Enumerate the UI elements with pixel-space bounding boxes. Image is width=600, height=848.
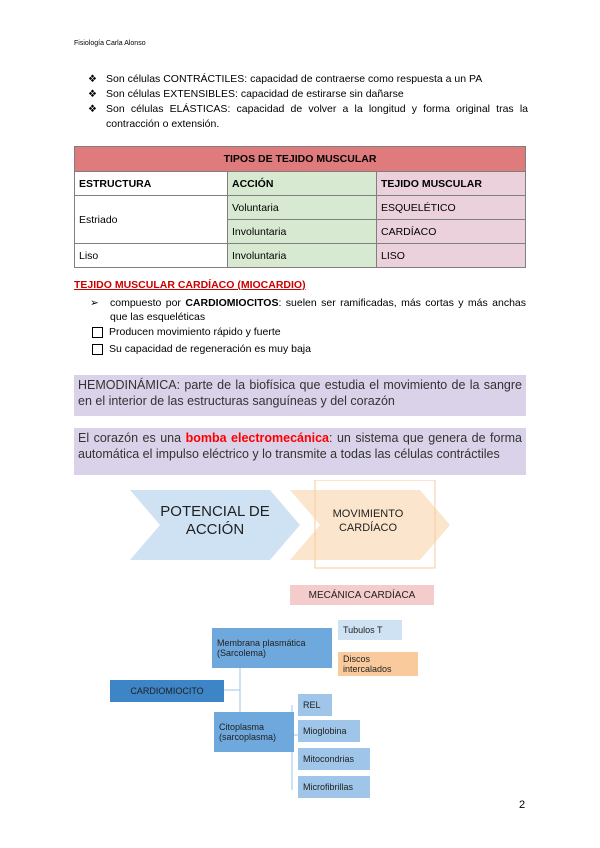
arrow-bullet-icon: ➢ (90, 297, 99, 309)
hemodinamica-text: HEMODINÁMICA: parte de la biofísica que estudia el movimiento de la sangre en el interior de las estructuras sanguíneas y del corazón (78, 378, 522, 408)
list-item (88, 72, 528, 87)
cell-accion: Involuntaria (228, 244, 377, 268)
header-accion: ACCIÓN (228, 172, 377, 196)
cell-accion: Involuntaria (228, 220, 377, 244)
mioglobina-node: Mioglobina (298, 720, 360, 742)
checkbox-icon (92, 344, 103, 355)
mecanica-cardiaca-node: MECÁNICA CARDÍACA (290, 585, 434, 605)
header-tejido: TEJIDO MUSCULAR (377, 172, 526, 196)
arrow-item-bold: CARDIOMIOCITOS (185, 297, 279, 309)
membrana-node: Membrana plasmática (Sarcolema) (212, 628, 332, 668)
arrow-item-post: : suelen ser ramificadas, más cortas y más anchas que las esqueléticas (110, 297, 527, 323)
rel-node: REL (298, 694, 332, 716)
checkbox-icon (92, 327, 103, 338)
checklist-item (92, 326, 281, 338)
hemodinamica-box (74, 375, 526, 416)
arrow-item-text (90, 296, 526, 324)
list-item (88, 102, 528, 132)
cell-estructura: Liso (75, 244, 228, 268)
step-movimiento-label: MOVIMIENTO CARDÍACO (332, 508, 404, 534)
checklist-item-text: Su capacidad de regeneración es muy baja (109, 343, 311, 355)
corazon-post: : un sistema que genera de forma automática el impulso eléctrico y lo transmite a todas las células contráctiles (78, 431, 522, 461)
cardiomiocito-node: CARDIOMIOCITO (110, 680, 224, 702)
corazon-box (74, 428, 526, 475)
running-header: Fisiología Carla Alonso (74, 40, 146, 47)
cell-tejido: LISO (377, 244, 526, 268)
muscle-types-table (74, 146, 526, 268)
list-item-text: Son células ELÁSTICAS: capacidad de volver a la longitud y forma original tras la contracción o extensión. (106, 103, 528, 130)
mitocondrias-node: Mitocondrias (298, 748, 370, 770)
arrow-list-item (90, 296, 526, 324)
table-header-row (75, 172, 526, 196)
corazon-pre: El corazón es una (78, 431, 186, 445)
diamond-bullet-icon: ❖ (88, 74, 97, 85)
table-row (75, 196, 526, 220)
diamond-bullet-icon: ❖ (88, 104, 97, 115)
tubulos-t-node: Tubulos T (338, 620, 402, 640)
cell-accion: Voluntaria (228, 196, 377, 220)
cell-tejido: CARDÍACO (377, 220, 526, 244)
checklist-item (92, 343, 311, 355)
header-estructura: ESTRUCTURA (75, 172, 228, 196)
cell-estructura: Estriado (75, 196, 228, 244)
cell-tejido: ESQUELÉTICO (377, 196, 526, 220)
diamond-bullet-icon: ❖ (88, 89, 97, 100)
table-row (75, 244, 526, 268)
arrow-item-pre: compuesto por (110, 297, 186, 309)
corazon-highlight: bomba electromecánica (185, 431, 330, 445)
checklist-item-text: Producen movimiento rápido y fuerte (109, 326, 281, 338)
page-number: 2 (519, 799, 526, 811)
step-potencial-label: POTENCIAL DE ACCIÓN (160, 503, 270, 538)
microfibrillas-node: Microfibrillas (298, 776, 370, 798)
table-title: TIPOS DE TEJIDO MUSCULAR (75, 147, 526, 172)
list-item-text: Son células EXTENSIBLES: capacidad de estirarse sin dañarse (106, 88, 404, 100)
list-item (88, 87, 528, 102)
section-title: TEJIDO MUSCULAR CARDÍACO (MIOCARDIO) (74, 279, 306, 291)
list-item-text: Son células CONTRÁCTILES: capacidad de contraerse como respuesta a un PA (106, 73, 483, 85)
properties-list (88, 72, 528, 132)
citoplasma-node: Citoplasma (sarcoplasma) (214, 712, 294, 752)
discos-intercalados-node: Discos intercalados (338, 652, 418, 676)
